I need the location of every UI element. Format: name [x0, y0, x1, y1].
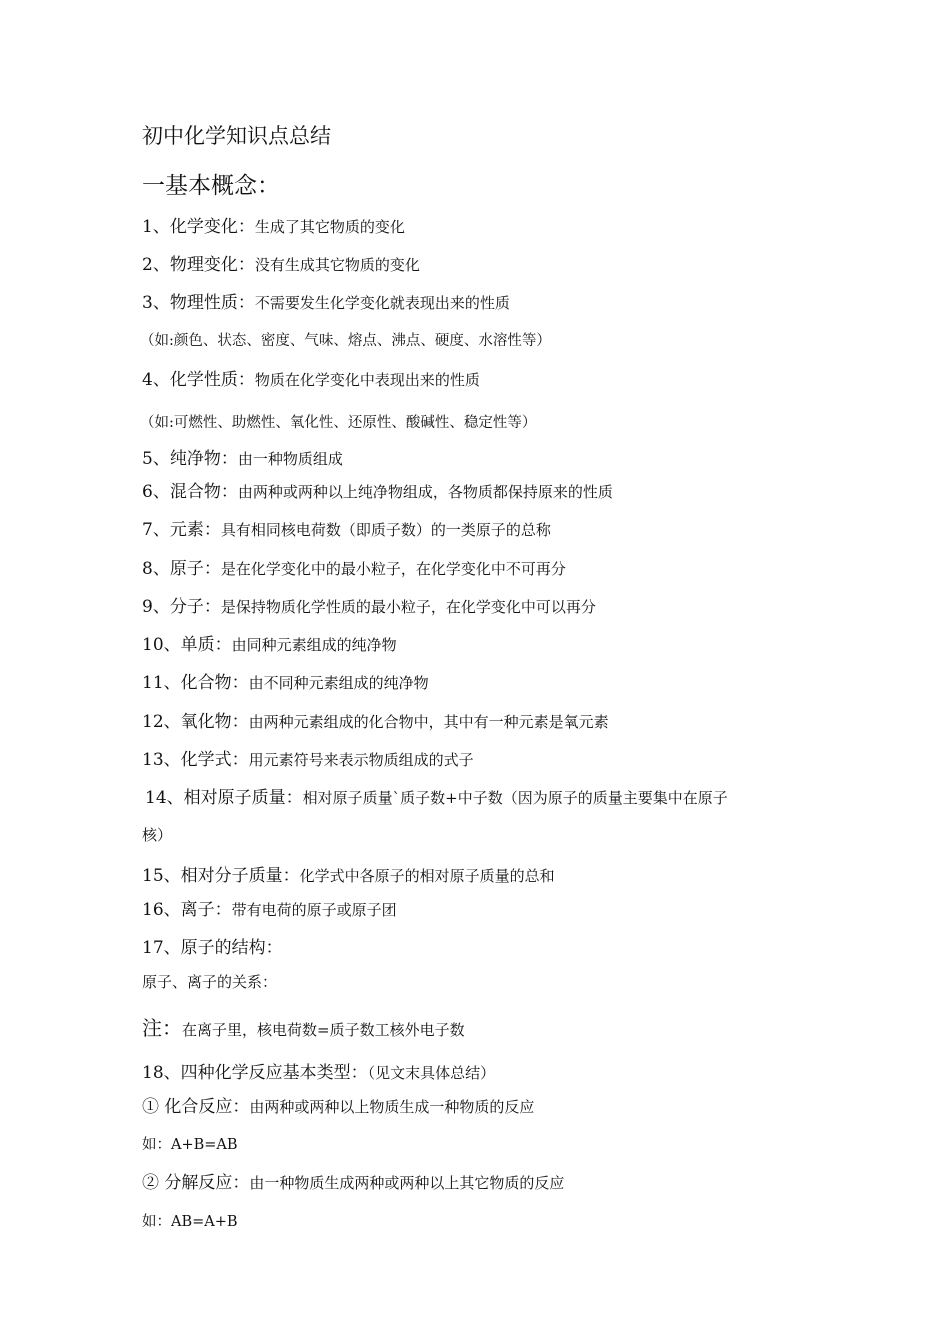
- concept-item-2: [142, 257, 420, 274]
- reaction-type-2-example: 如：AB=A+B: [142, 1214, 238, 1230]
- concept-definition: 用元素符号来表示物质组成的式子: [248, 751, 474, 769]
- concept-term: 9、分子：: [142, 597, 221, 617]
- reaction-definition: 由两种或两种以上物质生成一种物质的反应: [249, 1098, 535, 1116]
- note-text: 在离子里，核电荷数=质子数工核外电子数: [182, 1021, 465, 1039]
- concept-term: 8、原子：: [142, 559, 221, 579]
- concept-definition: 由同种元素组成的纯净物: [231, 636, 397, 654]
- section-heading: 一基本概念：: [142, 173, 280, 199]
- reaction-type-1-example: 如：A+B=AB: [142, 1137, 238, 1153]
- concept-item-5: [142, 451, 343, 468]
- concept-definition: 相对原子质量`质子数+中子数（因为原子的质量主要集中在原子: [302, 789, 728, 807]
- concept-definition: 由两种元素组成的化合物中，其中有一种元素是氧元素: [248, 713, 609, 731]
- concept-definition: 化学式中各原子的相对原子质量的总和: [299, 867, 555, 885]
- concept-item-13: [142, 752, 474, 769]
- concept-term: 6、混合物：: [142, 482, 238, 502]
- concept-term: 5、纯净物：: [142, 449, 238, 469]
- concept-definition: 不需要发生化学变化就表现出来的性质: [254, 294, 510, 312]
- concept-item-4: [142, 372, 480, 389]
- concept-term: 1、化学变化：: [142, 217, 255, 237]
- concept-term: 13、化学式：: [142, 750, 249, 770]
- concept-item-11: [142, 675, 429, 692]
- concept-term: 18、四种化学反应基本类型：: [142, 1063, 368, 1083]
- concept-item-18: [142, 1065, 495, 1082]
- concept-term: 15、相对分子质量：: [142, 866, 300, 886]
- concept-item-3: [142, 295, 510, 312]
- concept-item-1: [142, 219, 405, 236]
- reaction-type-2: [142, 1175, 564, 1192]
- concept-item-6: [142, 484, 613, 501]
- reaction-definition: 由一种物质生成两种或两种以上其它物质的反应: [249, 1174, 565, 1192]
- concept-term: 16、离子：: [142, 900, 232, 920]
- concept-item-16: [142, 902, 397, 919]
- concept-definition: 生成了其它物质的变化: [254, 218, 405, 236]
- document-title: 初中化学知识点总结: [142, 124, 331, 148]
- concept-item-14: [145, 790, 728, 807]
- concept-term: 7、元素：: [142, 520, 221, 540]
- concept-item-4-note: （如:可燃性、助燃性、氧化性、还原性、酸碱性、稳定性等）: [140, 415, 537, 431]
- concept-definition: 没有生成其它物质的变化: [254, 256, 420, 274]
- concept-definition: 是保持物质化学性质的最小粒子，在化学变化中可以再分: [220, 598, 596, 616]
- reaction-term: ① 化合反应：: [142, 1097, 250, 1117]
- concept-term: 11、化合物：: [142, 673, 249, 693]
- concept-definition: 是在化学变化中的最小粒子，在化学变化中不可再分: [220, 560, 566, 578]
- note-mark: 注：: [142, 1016, 182, 1040]
- concept-item-7: [142, 522, 551, 539]
- concept-definition: 具有相同核电荷数（即质子数）的一类原子的总称: [220, 521, 551, 539]
- concept-definition: 物质在化学变化中表现出来的性质: [254, 371, 480, 389]
- concept-term: 14、相对原子质量：: [145, 788, 303, 808]
- concept-definition: 由不同种元素组成的纯净物: [248, 674, 429, 692]
- concept-item-15: [142, 868, 555, 885]
- note-line: [142, 1018, 465, 1038]
- concept-item-12: [142, 714, 609, 731]
- concept-term: 3、物理性质：: [142, 293, 255, 313]
- concept-definition: 由一种物质组成: [237, 450, 343, 468]
- concept-item-3-note: （如:颜色、状态、密度、气味、熔点、沸点、硬度、水溶性等）: [140, 333, 551, 349]
- concept-definition: 由两种或两种以上纯净物组成，各物质都保持原来的性质: [237, 483, 613, 501]
- concept-item-9: [142, 599, 596, 616]
- concept-definition: （见文末具体总结）: [367, 1064, 496, 1082]
- concept-item-14-continuation: 核）: [142, 826, 173, 844]
- concept-term: 2、物理变化：: [142, 255, 255, 275]
- concept-term: 10、单质：: [142, 635, 232, 655]
- concept-item-17-sub: 原子、离子的关系：: [142, 973, 278, 991]
- concept-term: 4、化学性质：: [142, 370, 255, 390]
- concept-item-10: [142, 637, 397, 654]
- concept-item-17: 17、原子的结构：: [142, 938, 283, 958]
- concept-definition: 带有电荷的原子或原子团: [231, 901, 397, 919]
- concept-item-8: [142, 561, 566, 578]
- reaction-type-1: [142, 1099, 534, 1116]
- concept-term: 12、氧化物：: [142, 712, 249, 732]
- reaction-term: ② 分解反应：: [142, 1173, 250, 1193]
